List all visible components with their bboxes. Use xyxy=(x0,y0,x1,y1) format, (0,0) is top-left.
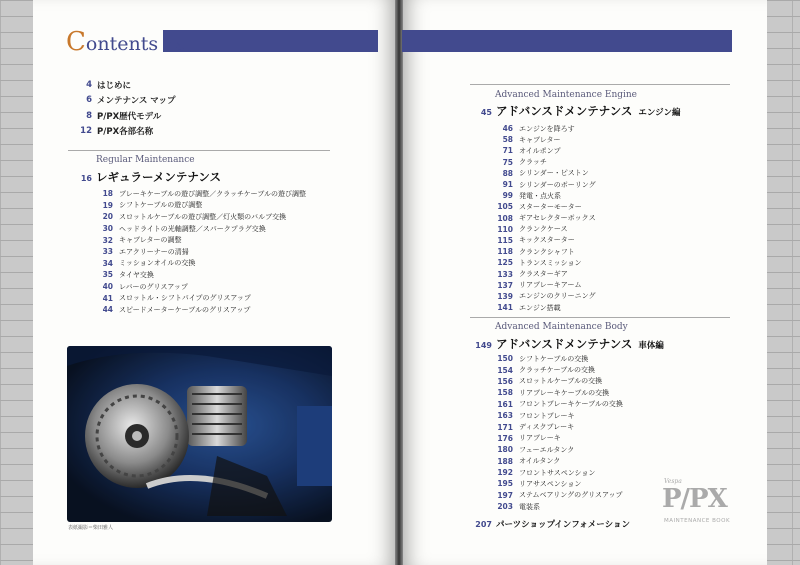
toc-entry[interactable] xyxy=(95,292,306,304)
toc-entry[interactable] xyxy=(495,410,623,421)
contents-rest: ontents xyxy=(85,33,159,55)
entry-label: シリンダー・ピストン xyxy=(519,169,589,178)
page-number: 125 xyxy=(497,258,513,268)
page-number: 4 xyxy=(86,79,92,90)
page-number: 35 xyxy=(102,270,113,280)
page-number: 44 xyxy=(102,305,113,315)
entry-label: ギアセレクターボックス xyxy=(519,214,596,223)
entry-label: エアクリーナーの清掃 xyxy=(119,247,189,256)
toc-entry[interactable] xyxy=(95,223,306,235)
toc-entry[interactable] xyxy=(495,478,623,489)
toc-entry[interactable] xyxy=(495,501,623,512)
toc-entry[interactable] xyxy=(495,291,596,302)
section-en-title: Regular Maintenance xyxy=(96,155,195,165)
page-number: 195 xyxy=(497,479,513,489)
photo-caption: 表紙撮影＝柴田雅人 xyxy=(68,525,114,531)
page-number: 115 xyxy=(497,235,513,245)
toc-entry[interactable] xyxy=(495,190,596,201)
toc-entry[interactable] xyxy=(495,123,596,134)
entry-label: はじめに xyxy=(97,80,132,91)
toc-entry[interactable] xyxy=(495,364,623,375)
page-number: 88 xyxy=(502,168,513,178)
entry-label: ヘッドライトの光軸調整／スパークプラグ交換 xyxy=(119,224,266,233)
page-number: 32 xyxy=(102,235,113,245)
entry-label: エンジンを降ろす xyxy=(519,124,575,133)
page-number: 19 xyxy=(102,200,113,210)
toc-entry[interactable] xyxy=(495,302,596,313)
entry-label: 電装系 xyxy=(519,502,540,511)
toc-entry[interactable] xyxy=(495,257,596,268)
page-number: 137 xyxy=(497,280,513,290)
entry-label: キャブレターの調整 xyxy=(119,236,182,245)
page-number: 20 xyxy=(102,212,113,222)
section-title[interactable] xyxy=(470,103,680,119)
page-number: 139 xyxy=(497,291,513,301)
toc-entry[interactable] xyxy=(95,200,306,212)
toc-entry[interactable] xyxy=(495,353,623,364)
page-number: 150 xyxy=(497,354,513,364)
divider xyxy=(68,150,330,151)
entry-label: メンテナンス マップ xyxy=(97,96,176,107)
body-list xyxy=(495,353,623,512)
toc-entry[interactable] xyxy=(95,188,306,200)
section-en-title: Advanced Maintenance Body xyxy=(495,322,628,332)
page-number: 108 xyxy=(497,213,513,223)
section-title[interactable] xyxy=(70,169,221,185)
entry-label: エンジン搭載 xyxy=(519,303,561,312)
book-gutter xyxy=(395,0,403,565)
page-number: 91 xyxy=(502,180,513,190)
entry-label: ディスクブレーキ xyxy=(519,423,575,432)
toc-entry[interactable] xyxy=(495,179,596,190)
page-number: 156 xyxy=(497,376,513,386)
toc-entry[interactable] xyxy=(495,246,596,257)
page-number: 40 xyxy=(102,282,113,292)
entry-label: オイルタンク xyxy=(519,457,561,466)
entry-label: スロットルケーブルの交換 xyxy=(519,377,603,386)
entry-label: シリンダーのボーリング xyxy=(519,180,596,189)
entry-label: オイルポンプ xyxy=(519,146,561,155)
page-number: 203 xyxy=(497,502,513,512)
toc-entry[interactable] xyxy=(95,269,306,281)
header-band-right xyxy=(402,30,732,52)
contents-initial: C xyxy=(66,27,86,57)
entry-label: キックスターター xyxy=(519,236,575,245)
page-number: 6 xyxy=(86,95,92,106)
entry-label: リアサスペンション xyxy=(519,479,582,488)
entry-label: タイヤ交換 xyxy=(119,270,154,279)
entry-label: フロントブレーキケーブルの交換 xyxy=(519,400,623,409)
entry-label: エンジンのクリーニング xyxy=(519,292,596,301)
entry-label: 発電・点火系 xyxy=(519,191,561,200)
section-sub-title: エンジン編 xyxy=(638,108,681,118)
page-number: 16 xyxy=(80,174,92,183)
regular-list xyxy=(95,188,306,316)
entry-label: クランクシャフト xyxy=(519,247,575,256)
toc-entry[interactable] xyxy=(495,224,596,235)
toc-entry[interactable] xyxy=(78,108,338,124)
page-number: 99 xyxy=(502,191,513,201)
toc-entry[interactable] xyxy=(78,93,338,109)
entry-label: キャブレター xyxy=(519,135,561,144)
divider xyxy=(470,84,730,85)
contents-title xyxy=(66,28,185,56)
logo-tag: MAINTENANCE BOOK xyxy=(664,518,731,524)
toc-entry[interactable] xyxy=(495,421,623,432)
entry-label: フロントブレーキ xyxy=(519,411,575,420)
page-number: 41 xyxy=(102,293,113,303)
entry-label: クラッチ xyxy=(519,158,547,167)
page-number: 105 xyxy=(497,202,513,212)
page-number: 133 xyxy=(497,269,513,279)
entry-label: ブレーキケーブルの遊び調整／クラッチケーブルの遊び調整 xyxy=(119,189,307,198)
toc-entry[interactable] xyxy=(495,213,596,224)
entry-label: シフトケーブルの遊び調整 xyxy=(119,201,203,210)
logo-brand: Vespa xyxy=(664,478,682,485)
entry-label: スロットル・シフトパイプのグリスアップ xyxy=(119,294,251,303)
page-number: 12 xyxy=(80,126,92,137)
engine-list xyxy=(495,123,596,313)
entry-label: トランスミッション xyxy=(519,258,582,267)
entry-label: クランクケース xyxy=(519,225,568,234)
entry-label: スロットルケーブルの遊び調整／灯火類のバルブ交換 xyxy=(119,212,287,221)
toc-entry[interactable] xyxy=(495,268,596,279)
toc-entry[interactable] xyxy=(495,134,596,145)
page-number: 110 xyxy=(497,224,513,234)
page-number: 18 xyxy=(102,189,113,199)
final-entry[interactable] xyxy=(470,518,630,530)
page-number: 154 xyxy=(497,365,513,375)
page-number: 197 xyxy=(497,490,513,500)
entry-label: リアブレーキ xyxy=(519,434,561,443)
page-number: 176 xyxy=(497,433,513,443)
page-number: 30 xyxy=(102,224,113,234)
toc-entry[interactable] xyxy=(495,376,623,387)
toc-entry[interactable] xyxy=(495,444,623,455)
page-number: 46 xyxy=(502,124,513,134)
toc-entry[interactable] xyxy=(95,281,306,293)
entry-label: クラスターギア xyxy=(519,270,568,279)
engine-illustration xyxy=(67,346,332,522)
toc-entry[interactable] xyxy=(495,399,623,410)
toc-entry[interactable] xyxy=(78,124,338,140)
entry-label: リアブレーキケーブルの交換 xyxy=(519,388,610,397)
page-number: 149 xyxy=(475,341,492,350)
section-title[interactable] xyxy=(470,336,664,352)
section-jp-title: アドバンスドメンテナンス xyxy=(496,337,633,351)
toc-entry[interactable] xyxy=(95,211,306,223)
page-number: 171 xyxy=(497,422,513,432)
entry-label: ステムベアリングのグリスアップ xyxy=(519,491,623,500)
toc-entry[interactable] xyxy=(495,456,623,467)
page-number: 58 xyxy=(502,135,513,145)
engine-photo xyxy=(67,346,332,522)
section-sub-title: 車体編 xyxy=(638,341,664,351)
section-en-title: Advanced Maintenance Engine xyxy=(495,90,638,100)
logo-mark: P/PX xyxy=(662,484,727,514)
entry-label: ミッションオイルの交換 xyxy=(119,259,196,268)
toc-entry[interactable] xyxy=(495,235,596,246)
page-number: 141 xyxy=(497,303,513,313)
entry-label: フロントサスペンション xyxy=(519,468,596,477)
page-number: 180 xyxy=(497,445,513,455)
page-number: 34 xyxy=(102,258,113,268)
header-band-left xyxy=(163,30,378,52)
section-jp-title: レギュラーメンテナンス xyxy=(96,170,222,184)
contents-jp: 目 次 xyxy=(164,43,186,53)
page-number: 71 xyxy=(502,146,513,156)
page-number: 188 xyxy=(497,456,513,466)
ppx-logo xyxy=(660,478,750,528)
entry-label: パーツショップインフォメーション xyxy=(496,520,630,530)
divider xyxy=(470,317,730,318)
page-number: 158 xyxy=(497,388,513,398)
page-number: 207 xyxy=(475,520,492,529)
entry-label: P/PX各部名称 xyxy=(97,127,154,138)
toc-entry[interactable] xyxy=(95,258,306,270)
toc-entry[interactable] xyxy=(495,168,596,179)
entry-label: クラッチケーブルの交換 xyxy=(519,366,595,375)
toc-entry[interactable] xyxy=(95,304,306,316)
toc-entry[interactable] xyxy=(95,246,306,258)
toc-entry[interactable] xyxy=(495,145,596,156)
page-number: 163 xyxy=(497,411,513,421)
entry-label: P/PX歴代モデル xyxy=(97,111,162,122)
intro-list xyxy=(78,77,338,139)
page-number: 75 xyxy=(502,157,513,167)
page-number: 8 xyxy=(86,110,92,121)
page-number: 118 xyxy=(497,247,513,257)
toc-entry[interactable] xyxy=(495,387,623,398)
entry-label: シフトケーブルの交換 xyxy=(519,354,589,363)
entry-label: リアブレーキアーム xyxy=(519,281,582,290)
entry-label: スターターモーター xyxy=(519,202,582,211)
entry-label: スピードメーターケーブルのグリスアップ xyxy=(119,305,251,314)
toc-entry[interactable] xyxy=(78,77,338,93)
toc-entry[interactable] xyxy=(495,201,596,212)
page-number: 33 xyxy=(102,247,113,257)
toc-entry[interactable] xyxy=(495,280,596,291)
toc-entry[interactable] xyxy=(495,157,596,168)
page-number: 192 xyxy=(497,468,513,478)
toc-entry[interactable] xyxy=(495,433,623,444)
entry-label: フューエルタンク xyxy=(519,445,575,454)
page-number: 161 xyxy=(497,399,513,409)
toc-entry[interactable] xyxy=(95,234,306,246)
entry-label: レバーのグリスアップ xyxy=(119,282,188,291)
page-number: 45 xyxy=(480,108,492,117)
toc-entry[interactable] xyxy=(495,490,623,501)
section-jp-title: アドバンスドメンテナンス xyxy=(496,104,633,118)
toc-entry[interactable] xyxy=(495,467,623,478)
